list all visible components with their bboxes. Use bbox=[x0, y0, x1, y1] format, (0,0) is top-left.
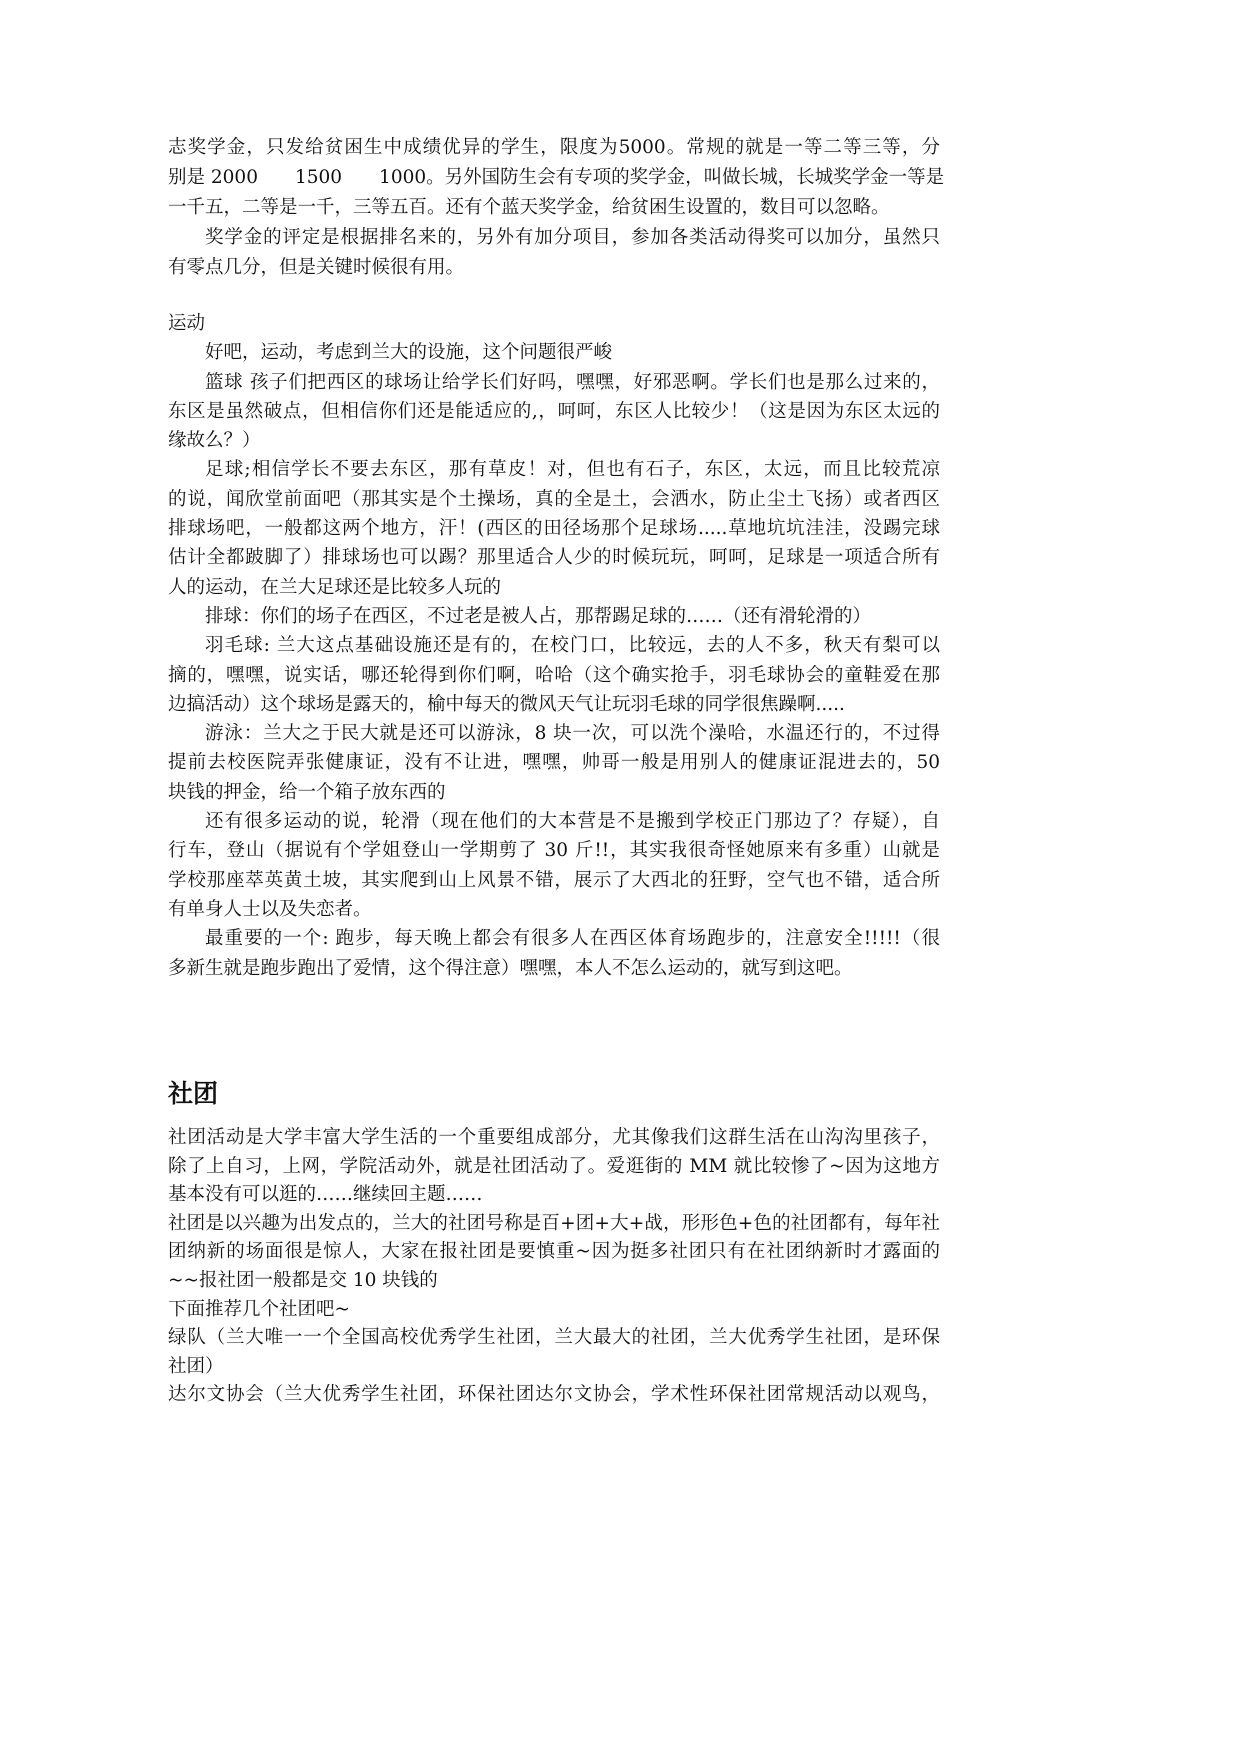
text-line: 估计全都跛脚了）排球场也可以踢？那里适合人少的时候玩玩，呵呵，足球是一项适合所有 bbox=[168, 547, 940, 569]
text-line: 最重要的一个: 跑步，每天晚上都会有很多人在西区体育场跑步的，注意安全!!!!!（很 bbox=[205, 928, 940, 950]
paragraph bbox=[168, 602, 940, 631]
text-line: 运动 bbox=[168, 313, 206, 334]
text-line: 行车，登山（据说有个学姐登山一学期剪了 30 斤!!，其实我很奇怪她原来有多重）山就是 bbox=[168, 840, 940, 862]
text-line: 除了上自习，上网，学院活动外，就是社团活动了。爱逛街的 MM 就比较惨了~因为这地方 bbox=[168, 1155, 940, 1177]
paragraph bbox=[168, 133, 945, 223]
scholarship-section bbox=[168, 133, 945, 283]
text-line: 下面推荐几个社团吧~ bbox=[168, 1298, 351, 1320]
clubs-section bbox=[168, 1124, 940, 1410]
sports-section bbox=[168, 309, 940, 983]
paragraph bbox=[168, 309, 940, 338]
text-line: 一千五，二等是一千，三等五百。还有个蓝天奖学金，给贫困生设置的，数目可以忽略。 bbox=[168, 197, 890, 218]
text-line: 绿队（兰大唯一一个全国高校优秀学生社团，兰大最大的社团，兰大优秀学生社团，是环保 bbox=[168, 1327, 940, 1349]
text-line: 提前去校医院弄张健康证，没有不让进，嘿嘿，帅哥一般是用别人的健康证混进去的，50 bbox=[168, 752, 940, 774]
text-line: 别是 2000 1500 1000。另外国防生会有专项的奖学金，叫做长城，长城奖学金一等是 bbox=[168, 167, 945, 188]
section-heading-clubs: 社团 bbox=[168, 1079, 219, 1108]
paragraph bbox=[168, 807, 940, 924]
text-line: 排球场吧，一般都这两个地方，汗！(西区的田径场那个足球场.....草地坑坑洼洼，没踢完球 bbox=[168, 518, 940, 540]
paragraph bbox=[168, 1324, 940, 1381]
text-line: 块钱的押金，给一个箱子放东西的 bbox=[168, 781, 446, 803]
paragraph bbox=[168, 924, 940, 983]
text-line: 多新生就是跑步跑出了爱情，这个得注意）嘿嘿，本人不怎么运动的，就写到这吧。 bbox=[168, 957, 853, 979]
text-line: 排球：你们的场子在西区，不过老是被人占，那帮踢足球的……（还有滑轮滑的） bbox=[205, 605, 872, 627]
paragraph bbox=[168, 455, 940, 601]
text-line: 足球;相信学长不要去东区，那有草皮！对，但也有石子，东区，太远，而且比较荒凉 bbox=[205, 459, 940, 481]
text-line: 篮球 孩子们把西区的球场让给学长们好吗，嘿嘿，好邪恶啊。学长们也是那么过来的， bbox=[205, 371, 940, 393]
paragraph bbox=[168, 1381, 940, 1410]
text-line: 羽毛球: 兰大这点基础设施还是有的，在校门口，比较远，去的人不多，秋天有梨可以 bbox=[205, 635, 940, 657]
text-line: 还有很多运动的说，轮滑（现在他们的大本营是不是搬到学校正门那边了？存疑），自 bbox=[205, 811, 940, 833]
paragraph bbox=[168, 1296, 940, 1325]
text-line: 有零点几分，但是关键时候很有用。 bbox=[168, 257, 465, 278]
text-line: 东区是虽然破点，但相信你们还是能适应的,，呵呵，东区人比较少！（这是因为东区太远的 bbox=[168, 400, 940, 422]
text-line: 游泳：兰大之于民大就是还可以游泳，8 块一次，可以洗个澡哈，水温还行的，不过得 bbox=[205, 723, 940, 745]
text-line: 的说，闻欣堂前面吧（那其实是个土操场，真的全是土，会洒水，防止尘土飞扬）或者西区 bbox=[168, 488, 940, 510]
text-line: 社团活动是大学丰富大学生活的一个重要组成部分，尤其像我们这群生活在山沟沟里孩子， bbox=[168, 1127, 940, 1148]
text-line: 好吧，运动，考虑到兰大的设施，这个问题很严峻 bbox=[205, 342, 613, 364]
paragraph bbox=[168, 223, 940, 283]
text-line: 基本没有可以逛的……继续回主题…… bbox=[168, 1184, 483, 1206]
paragraph bbox=[168, 1210, 940, 1296]
text-line: 奖学金的评定是根据排名来的，另外有加分项目，参加各类活动得奖可以加分，虽然只 bbox=[205, 227, 940, 248]
text-line: ~~报社团一般都是交 10 块钱的 bbox=[168, 1269, 438, 1291]
text-line: 人的运动，在兰大足球还是比较多人玩的 bbox=[168, 576, 502, 598]
text-line: 缘故么？） bbox=[168, 430, 261, 452]
paragraph bbox=[168, 719, 940, 807]
paragraph bbox=[168, 631, 940, 719]
text-line: 团纳新的场面很是惊人，大家在报社团是要慎重~因为挺多社团只有在社团纳新时才露面的 bbox=[168, 1241, 940, 1263]
text-line: 志奖学金，只发给贫困生中成绩优异的学生，限度为5000。常规的就是一等二等三等，分 bbox=[168, 137, 940, 158]
text-line: 社团是以兴趣为出发点的，兰大的社团号称是百+团+大+战，形形色+色的社团都有，每年社 bbox=[168, 1212, 940, 1234]
text-line: 边搞活动）这个球场是露天的，榆中每天的微风天气让玩羽毛球的同学很焦躁啊..... bbox=[168, 693, 845, 715]
text-line: 达尔文协会（兰大优秀学生社团，环保社团达尔文协会，学术性环保社团常规活动以观鸟， bbox=[168, 1384, 940, 1406]
paragraph bbox=[168, 368, 940, 456]
text-line: 摘的，嘿嘿，说实话，哪还轮得到你们啊，哈哈（这个确实抢手，羽毛球协会的童鞋爱在那 bbox=[168, 664, 940, 686]
text-line: 学校那座萃英黄土坡，其实爬到山上风景不错，展示了大西北的狂野，空气也不错，适合所 bbox=[168, 869, 940, 891]
text-line: 社团） bbox=[168, 1355, 224, 1377]
text-line: 有单身人士以及失恋者。 bbox=[168, 898, 372, 920]
paragraph bbox=[168, 338, 940, 367]
paragraph bbox=[168, 1124, 940, 1210]
